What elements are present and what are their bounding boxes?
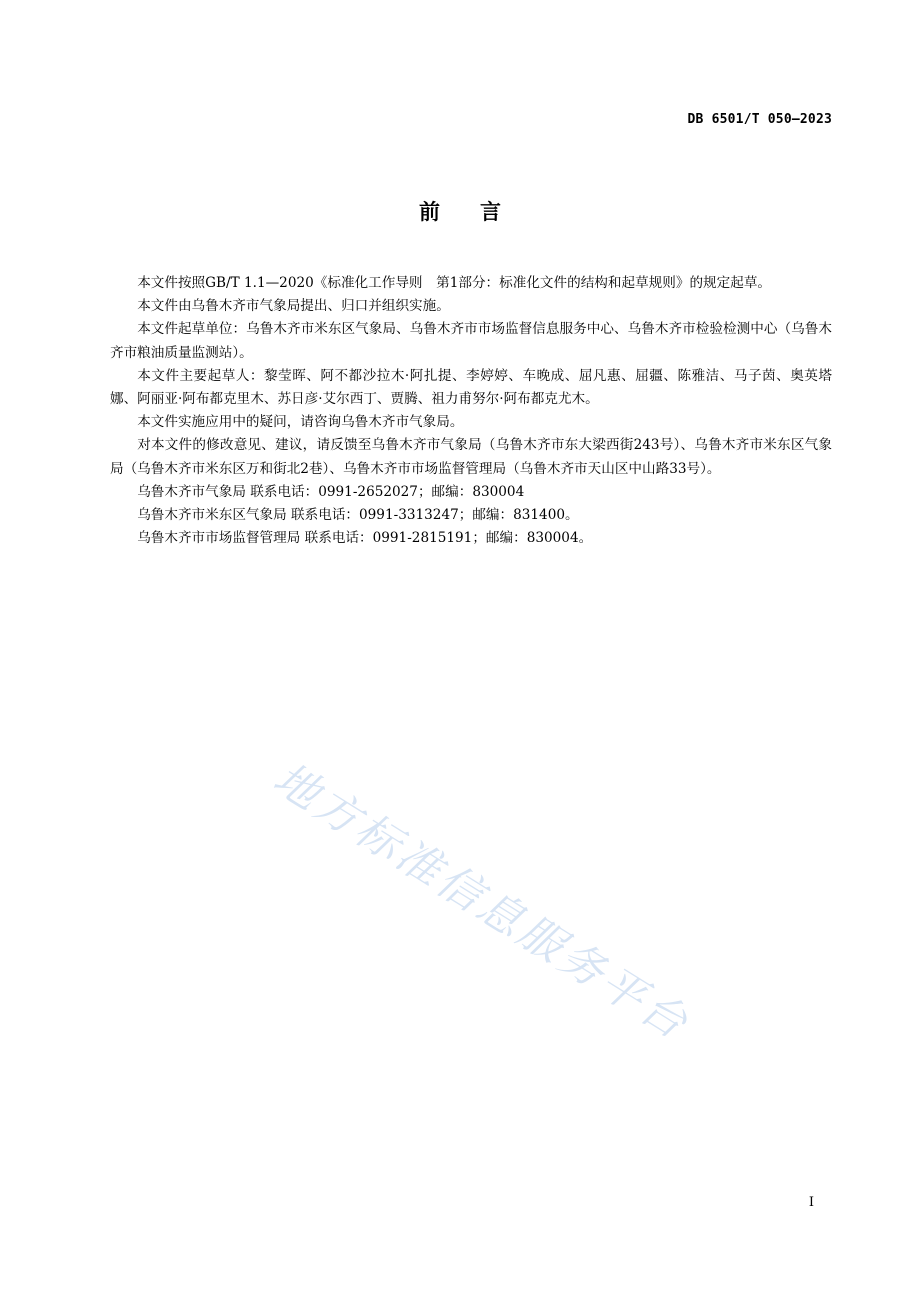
contact-line-urumqi: 乌鲁木齐市气象局 联系电话：0991-2652027；邮编：830004	[137, 483, 525, 500]
paragraph-drafters: 本文件主要起草人：黎莹晖、阿不都沙拉木·阿扎提、李婷婷、车晚成、屈凡惠、屈疆、陈雅洁、马子茵、奥英塔娜、阿丽亚·阿布都克里木、苏日彦·艾尔西丁、贾腾、祖力甫努尔·阿布都克尤木。	[110, 367, 832, 408]
contact-line-midong: 乌鲁木齐市米东区气象局 联系电话：0991-3313247；邮编：831400。	[137, 507, 579, 524]
document-code: DB 6501/T 050—2023	[687, 112, 832, 127]
page-number: I	[808, 1195, 814, 1210]
preface-body	[110, 272, 832, 550]
contact-line-market: 乌鲁木齐市市场监督管理局 联系电话：0991-2815191；邮编：830004。	[137, 530, 593, 547]
paragraph-drafting-units: 本文件起草单位：乌鲁木齐市米东区气象局、乌鲁木齐市市场监督信息服务中心、乌鲁木齐市检验检测中心（乌鲁木齐市粮油质量监测站）。	[110, 321, 832, 361]
paragraph-proposer: 本文件由乌鲁木齐市气象局提出、归口并组织实施。	[137, 298, 450, 315]
paragraph-feedback: 对本文件的修改意见、建议，请反馈至乌鲁木齐市气象局（乌鲁木齐市东大梁西街243号）、乌鲁木齐市米东区气象局（乌鲁木齐市米东区万和街北2巷）、乌鲁木齐市市场监督管理局（乌鲁木齐市天山区中山路33号）。	[110, 437, 832, 477]
page-title: 前言	[419, 200, 541, 224]
watermark: 地方标准信息服务平台	[264, 753, 699, 1051]
paragraph-drafting-rules: 本文件按照GB/T 1.1—2020《标准化工作导则 第1部分：标准化文件的结构和起草规则》的规定起草。	[137, 275, 772, 291]
paragraph-inquiries: 本文件实施应用中的疑问，请咨询乌鲁木齐市气象局。	[137, 414, 464, 431]
